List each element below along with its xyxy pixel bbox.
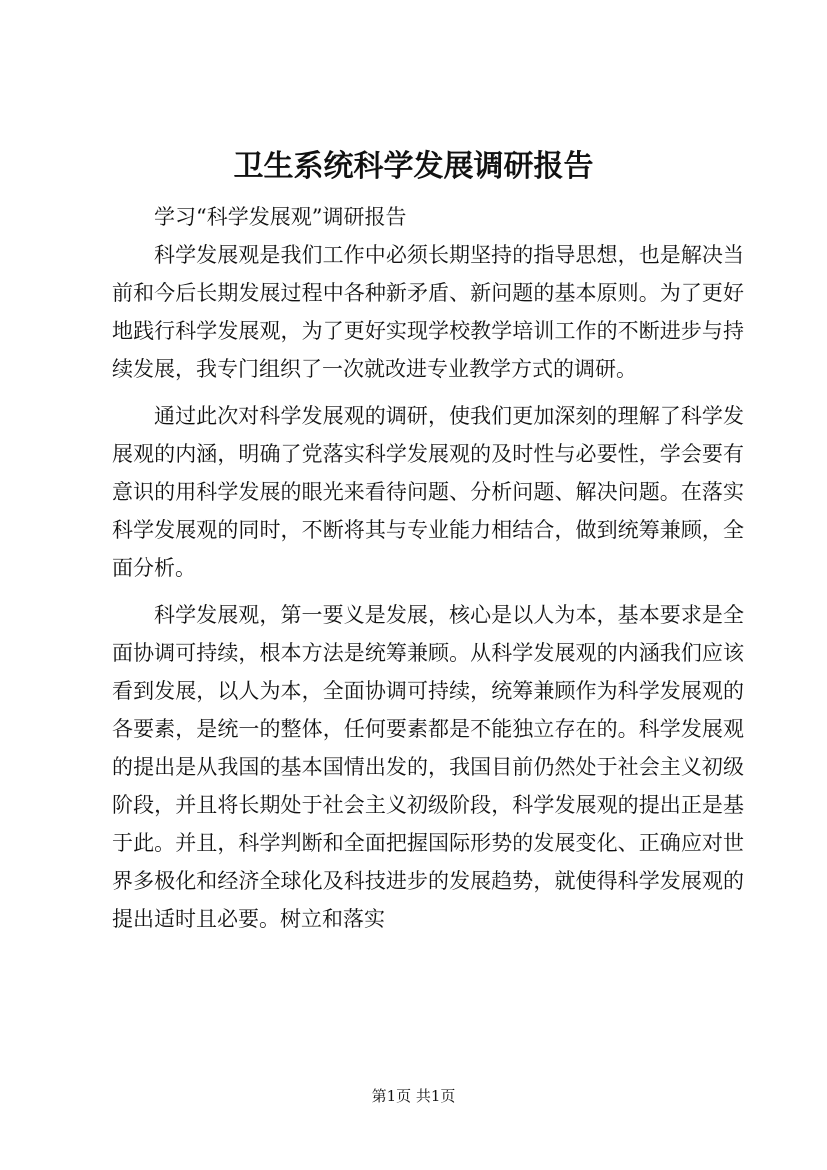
document-subtitle: 学习“科学发展观”调研报告 [154,205,407,229]
paragraph-2: 通过此次对科学发展观的调研，使我们更加深刻的理解了科学发展观的内涵，明确了党落实科学发展观的及时性与必要性，学会要有意识的用科学发展的眼光来看待问题、分析问题、解决问题。在落实科学发展观的同时，不断将其与专业能力相结合，做到统筹兼顾，全面分析。 [112,404,744,580]
document-body [112,198,744,938]
page-footer: 第1页 共1页 [371,1087,456,1105]
paragraph-3: 科学发展观，第一要义是发展，核心是以人为本，基本要求是全面协调可持续，根本方法是统筹兼顾。从科学发展观的内涵我们应该看到发展，以人为本，全面协调可持续，统筹兼顾作为科学发展观的各要素，是统一的整体，任何要素都是不能独立存在的。科学发展观的提出是从我国的基本国情出发的，我国目前仍然处于社会主义初级阶段，并且将长期处于社会主义初级阶段，科学发展观的提出正是基于此。并且，科学判断和全面把握国际形势的发展变化、正确应对世界多极化和经济全球化及科技进步的发展趋势，就使得科学发展观的提出适时且必要。树立和落实 [112,603,744,931]
document-title: 卫生系统科学发展调研报告 [233,149,594,184]
paragraph-1: 科学发展观是我们工作中必须长期坚持的指导思想，也是解决当前和今后长期发展过程中各种新矛盾、新问题的基本原则。为了更好地践行科学发展观，为了更好实现学校教学培训工作的不断进步与持续发展，我专门组织了一次就改进专业教学方式的调研。 [112,243,744,381]
